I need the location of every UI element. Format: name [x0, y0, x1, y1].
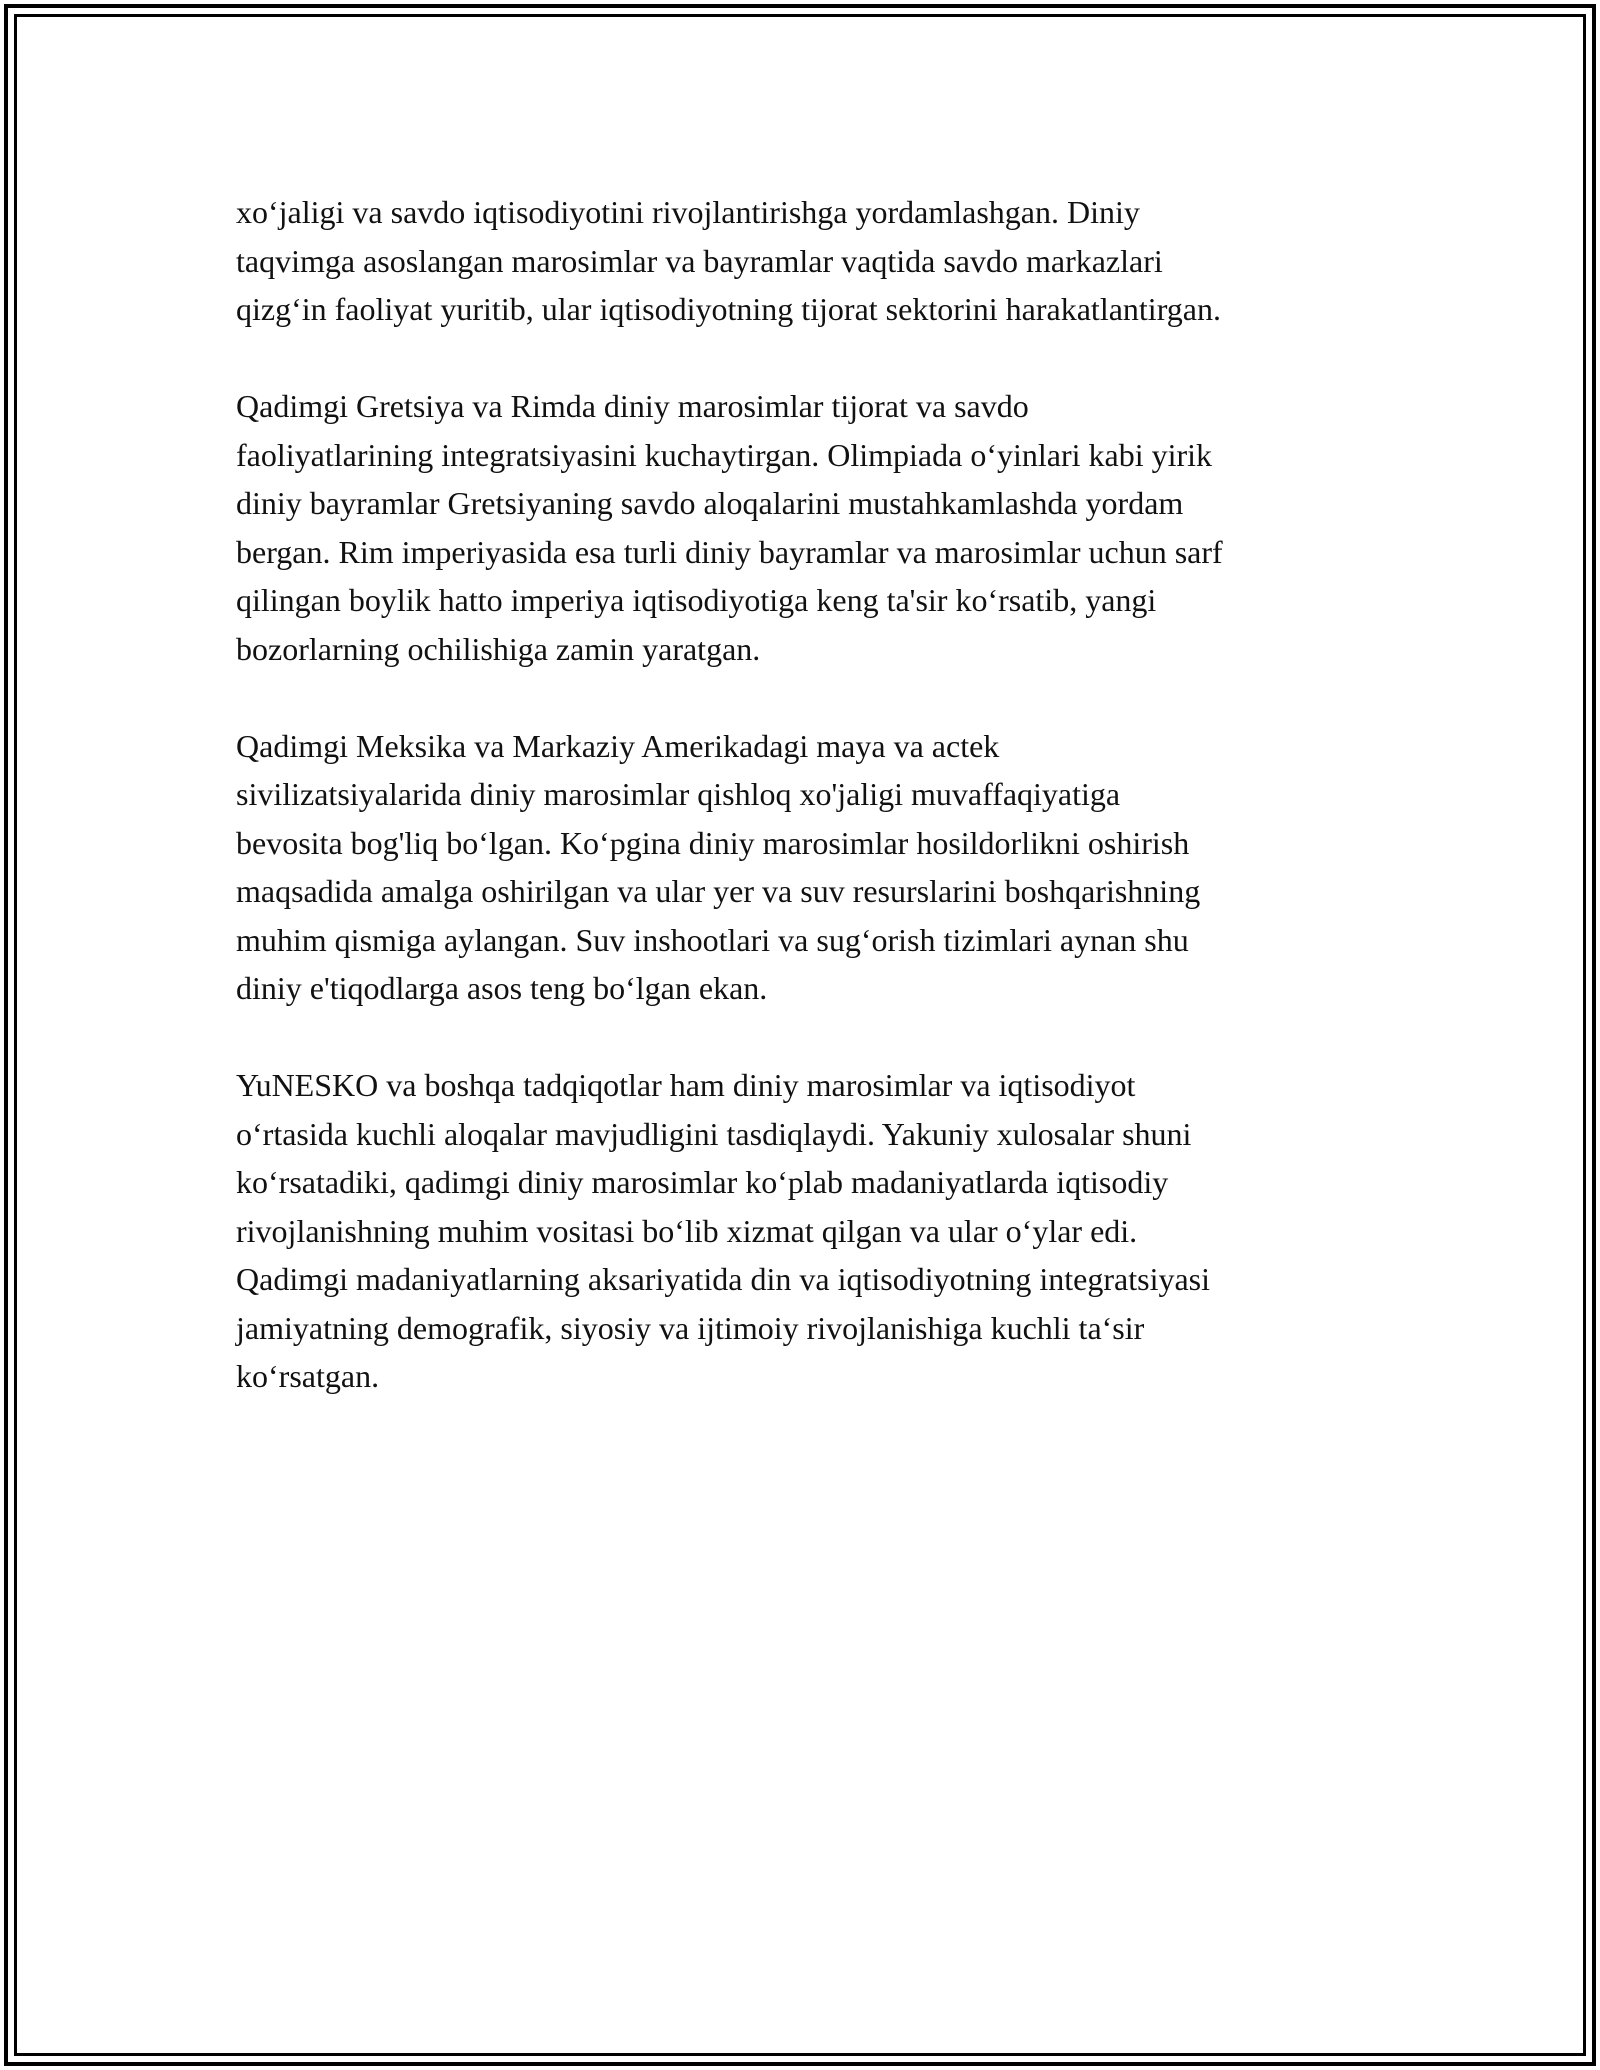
paragraph-1 — [236, 188, 1416, 334]
text-line: jamiyatning demografik, siyosiy va ijtimoiy rivojlanishiga kuchli ta‘sir — [236, 1309, 1145, 1346]
text-line: xo‘jaligi va savdo iqtisodiyotini rivojlantirishga yordamlashgan. Diniy — [236, 194, 1140, 230]
text-line: ko‘rsatgan. — [236, 1358, 380, 1394]
text-line: ko‘rsatadiki, qadimgi diniy marosimlar ko‘plab madaniyatlarda iqtisodiy — [236, 1164, 1169, 1200]
paragraph-4 — [236, 1061, 1416, 1401]
text-line: Qadimgi Gretsiya va Rimda diniy marosimlar tijorat va savdo — [236, 388, 1029, 424]
text-line: diniy e'tiqodlarga asos teng bo‘lgan ekan. — [236, 970, 768, 1006]
text-line: bozorlarning ochilishiga zamin yaratgan. — [236, 630, 761, 667]
text-line: qizg‘in faoliyat yuritib, ular iqtisodiyotning tijorat sektorini harakatlantirgan. — [236, 291, 1221, 327]
text-line: sivilizatsiyalarida diniy marosimlar qishloq xo'jaligi muvaffaqiyatiga — [236, 776, 1121, 812]
text-line: maqsadida amalga oshirilgan va ular yer va suv resurslarini boshqarishning — [236, 873, 1201, 909]
text-line: muhim qismiga aylangan. Suv inshootlari va sug‘orish tizimlari aynan shu — [236, 921, 1189, 958]
text-line: YuNESKO va boshqa tadqiqotlar ham diniy marosimlar va iqtisodiyot — [236, 1067, 1136, 1103]
text-line: Qadimgi madaniyatlarning aksariyatida din va iqtisodiyotning integratsiyasi — [236, 1261, 1211, 1297]
text-line: bergan. Rim imperiyasida esa turli diniy bayramlar va marosimlar uchun sarf — [236, 533, 1223, 570]
text-line: o‘rtasida kuchli aloqalar mavjudligini tasdiqlaydi. Yakuniy xulosalar shuni — [236, 1115, 1192, 1152]
text-line: qilingan boylik hatto imperiya iqtisodiyotiga keng ta'sir ko‘rsatib, yangi — [236, 582, 1157, 618]
document-body — [236, 188, 1416, 1449]
text-line: faoliyatlarining integratsiyasini kuchaytirgan. Olimpiada o‘yinlari kabi yirik — [236, 436, 1213, 473]
text-line: Qadimgi Meksika va Markaziy Amerikadagi maya va actek — [236, 727, 1000, 764]
paragraph-3 — [236, 722, 1416, 1013]
text-line: diniy bayramlar Gretsiyaning savdo aloqalarini mustahkamlashda yordam — [236, 485, 1184, 521]
text-line: taqvimga asoslangan marosimlar va bayramlar vaqtida savdo markazlari — [236, 242, 1163, 279]
paragraph-2 — [236, 382, 1416, 673]
text-line: bevosita bog'liq bo‘lgan. Ko‘pgina diniy marosimlar hosildorlikni oshirish — [236, 824, 1190, 861]
text-line: rivojlanishning muhim vositasi bo‘lib xizmat qilgan va ular o‘ylar edi. — [236, 1212, 1138, 1249]
